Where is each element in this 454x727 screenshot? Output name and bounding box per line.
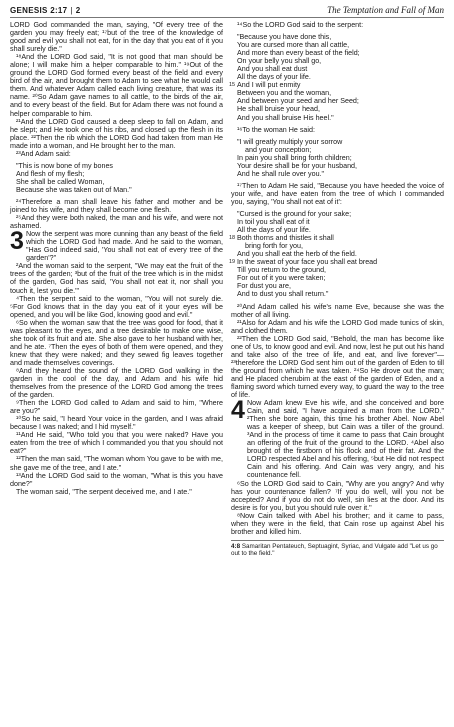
poem-line xyxy=(231,282,444,290)
paragraph: ⁸Now Cain talked with Abel his brother; and it came to pass, when they were in the field, that Cain rose up against Abel his brother and killed him. xyxy=(231,511,444,536)
text-columns xyxy=(10,21,444,727)
poem-line xyxy=(231,162,444,170)
poem-line xyxy=(231,154,444,162)
poem-line-text: And I will put enmity xyxy=(237,81,301,90)
poem-line xyxy=(231,33,444,41)
poem-line xyxy=(231,65,444,73)
poem-line-text: Between you and the woman, xyxy=(237,89,332,98)
poem-line xyxy=(231,89,444,97)
paragraph: ¹⁷Then to Adam He said, "Because you have heeded the voice of your wife, and have eaten from the tree of which I commanded you, saying, 'You shall not eat of it': xyxy=(231,181,444,206)
paragraph: ²¹Also for Adam and his wife the LORD God made tunics of skin, and clothed them. xyxy=(231,318,444,335)
section-title: The Temptation and Fall of Man xyxy=(327,5,444,15)
paragraph: LORD God commanded the man, saying, "Of every tree of the garden you may freely eat; ¹⁷but of the tree of the knowledge of good and evil you shall not eat, for in the day that you eat of it you shall surely die." xyxy=(10,21,223,54)
poem-line xyxy=(231,97,444,105)
poem-line-text: And he shall rule over you." xyxy=(237,169,325,178)
paragraph: ²²Then the LORD God said, "Behold, the man has become like one of Us, to know good and evil. And now, lest he put out his hand and take also of the tree of life, and eat, and live forever"— ²³therefore the LORD God sent him out of the garden of Eden to till the ground from which he was taken. ²⁴So He drove out the man; and He placed cherubim at the east of the garden of Eden, and a flaming sword which turned every way, to guard the way to the tree of life. xyxy=(231,334,444,400)
paragraph: ¹⁶To the woman He said: xyxy=(237,125,315,134)
paragraph: ⁸And they heard the sound of the LORD God walking in the garden in the cool of the day, and Adam and his wife hid themselves from the presence of the LORD God among the trees of the garden. xyxy=(10,366,223,400)
poem-line-text: "Cursed is the ground for your sake; xyxy=(237,209,352,218)
poem-line xyxy=(231,81,444,89)
poem-line-text: And more than every beast of the field; xyxy=(237,49,360,58)
chapter-number: 4 xyxy=(231,396,245,425)
paragraph: ¹⁴So the LORD God said to the serpent: xyxy=(237,21,364,29)
verse-number: 18 xyxy=(229,235,236,242)
header-reference xyxy=(10,6,81,15)
poem-line-text: And you shall eat the herb of the field. xyxy=(237,250,357,259)
poem-block xyxy=(231,138,444,178)
poem-line-text: and your conception; xyxy=(245,145,312,154)
poem-line-text: And you shall eat dust xyxy=(237,65,308,74)
paragraph: ²And the woman said to the serpent, "We may eat the fruit of the trees of the garden; ³but of the fruit of the tree which is in the midst of the garden, God has said, 'You shall not eat it, nor shall you touch it, lest you die.'" xyxy=(10,262,223,295)
chapter-start xyxy=(10,227,223,263)
poem-line xyxy=(231,138,444,146)
poem-line-text: All the days of your life. xyxy=(237,226,311,235)
paragraph: ²³And Adam said: xyxy=(16,149,71,158)
poem-line: Because she was taken out of Man." xyxy=(16,185,132,194)
poem-line xyxy=(231,49,444,57)
poem-line xyxy=(231,266,444,274)
poem-line: And flesh of my flesh; xyxy=(16,169,85,178)
header-verse-ref: GENESIS 2:17 xyxy=(10,6,68,15)
chapter-start xyxy=(231,396,444,480)
poem-line-text: And to dust you shall return." xyxy=(237,290,329,299)
poem-line-text: In pain you shall bring forth children; xyxy=(237,153,352,162)
poem-line xyxy=(231,41,444,49)
poem-line xyxy=(231,114,444,122)
poem-line xyxy=(231,146,444,154)
poem-line xyxy=(231,226,444,234)
poem-line xyxy=(231,234,444,242)
poem-line-text: "I will greatly multiply your sorrow xyxy=(237,137,343,146)
poem-line: She shall be called Woman, xyxy=(16,177,105,186)
poem-line-text: Both thorns and thistles it shall xyxy=(237,234,334,243)
paragraph: ⁹Then the LORD God called to Adam and said to him, "Where are you?" xyxy=(10,399,223,416)
poem-line xyxy=(231,258,444,266)
poem-line xyxy=(231,105,444,113)
poem-line-text: And between your seed and her Seed; xyxy=(237,97,359,106)
poem-line-text: In toil you shall eat of it xyxy=(237,218,310,227)
poem-line-text: He shall bruise your head, xyxy=(237,105,320,114)
paragraph: ⁶So when the woman saw that the tree was good for food, that it was pleasant to the eyes, and a tree desirable to make one wise, she took of its fruit and ate. She also gave to her husband with her, and he ate. ⁷Then the eyes of both of them were opened, and they knew that they were naked; and they sewed fig leaves together and made themselves coverings. xyxy=(10,318,223,367)
poem-line-text: For out of it you were taken; xyxy=(237,274,326,283)
poem-line xyxy=(231,242,444,250)
poem-line-text: And you shall bruise His heel." xyxy=(237,113,334,122)
poem-line-text: All the days of your life. xyxy=(237,73,311,82)
footnote-reference: 4:8 xyxy=(231,542,241,550)
poem-line-text: Your desire shall be for your husband, xyxy=(237,161,358,170)
paragraph: ¹²Then the man said, "The woman whom You gave to be with me, she gave me of the tree, and I ate." xyxy=(10,455,223,472)
poem-line-text: In the sweat of your face you shall eat bread xyxy=(237,258,378,267)
poem-line: "This is now bone of my bones xyxy=(16,161,113,170)
poem-line xyxy=(231,274,444,282)
paragraph: ²⁰And Adam called his wife's name Eve, because she was the mother of all living. xyxy=(231,302,444,319)
left-column xyxy=(10,21,223,727)
poem-block xyxy=(10,162,223,194)
poem-line xyxy=(231,170,444,178)
poem-line xyxy=(231,218,444,226)
poem-block xyxy=(231,33,444,122)
poem-line xyxy=(231,210,444,218)
poem-line-text: Till you return to the ground, xyxy=(237,266,327,275)
poem-line-text: For dust you are, xyxy=(237,282,291,291)
verse-number: 15 xyxy=(229,82,236,89)
paragraph: ²⁵And they were both naked, the man and his wife, and were not ashamed. xyxy=(10,214,223,231)
footnote xyxy=(231,540,444,557)
paragraph: ¹¹And He said, "Who told you that you were naked? Have you eaten from the tree of which I commanded you that you should not eat?" xyxy=(10,431,223,456)
poem-line xyxy=(231,290,444,298)
paragraph: Now Adam knew Eve his wife, and she conceived and bore Cain, and said, "I have acquired a man from the LORD." ²Then she bore again, this time his brother Abel. Now Abel was a keeper of sheep, but Cain was a tiller of the ground. ³And in the process of time it came to pass that Cain brought an offering of the fruit of the ground to the LORD. ⁴Abel also brought of the firstborn of his flock and of their fat. And the LORD respected Abel and his offering, ⁵but He did not respect Cain and his offering. And Cain was very angry, and his countenance fell. xyxy=(247,399,444,480)
paragraph: ¹⁰So he said, "I heard Your voice in the garden, and I was afraid because I was naked; and I hid myself." xyxy=(10,415,223,432)
poem-line-text: "Because you have done this, xyxy=(237,33,332,42)
paragraph: ²⁴Therefore a man shall leave his father and mother and be joined to his wife, and they shall become one flesh. xyxy=(10,197,223,215)
poem-block xyxy=(231,210,444,299)
poem-line xyxy=(231,57,444,65)
footnote-text: Samaritan Pentateuch, Septuagint, Syriac, and Vulgate add "Let us go out to the field." xyxy=(231,542,438,558)
poem-line-text: On your belly you shall go, xyxy=(237,57,322,66)
poem-line xyxy=(231,250,444,258)
paragraph: ¹³And the LORD God said to the woman, "What is this you have done?" xyxy=(10,471,223,488)
paragraph: ⁶So the LORD God said to Cain, "Why are you angry? And why has your countenance fallen? ⁷If you do well, will you not be accepted? And if you do not do well, sin lies at the door. And its desire is for you, but you should rule over it." xyxy=(231,479,444,512)
paragraph: The woman said, "The serpent deceived me, and I ate." xyxy=(16,487,192,496)
page-number: 2 xyxy=(75,6,81,15)
right-column xyxy=(231,21,444,727)
paragraph: ⁴Then the serpent said to the woman, "You will not surely die. ⁵For God knows that in the day you eat of it your eyes will be opened, and you will be like God, knowing good and evil." xyxy=(10,294,223,319)
poem-line xyxy=(231,73,444,81)
poem-line-text: You are cursed more than all cattle, xyxy=(237,41,350,50)
poem-line-text: bring forth for you, xyxy=(245,242,303,251)
page-header xyxy=(10,5,444,18)
paragraph: ²¹And the LORD God caused a deep sleep to fall on Adam, and he slept; and He took one of his ribs, and closed up the flesh in its place. ²²Then the rib which the LORD God had taken from man He made into a woman, and He brought her to the man. xyxy=(10,117,223,150)
paragraph: Now the serpent was more cunning than any beast of the field which the LORD God had made. And he said to the woman, "Has God indeed said, 'You shall not eat of every tree of the garden'?" xyxy=(26,230,223,263)
chapter-number: 3 xyxy=(10,227,24,256)
paragraph: ¹⁸And the LORD God said, "It is not good that man should be alone; I will make him a helper comparable to him." ¹⁹Out of the ground the LORD God formed every beast of the field and every bird of the air, and brought them to Adam to see what he would call them. And whatever Adam called each living creature, that was its name. ²⁰So Adam gave names to all cattle, to the birds of the air, and to every beast of the field. But for Adam there was not found a helper comparable to him. xyxy=(10,53,223,118)
verse-number: 19 xyxy=(229,259,236,266)
header-divider: | xyxy=(70,6,73,15)
